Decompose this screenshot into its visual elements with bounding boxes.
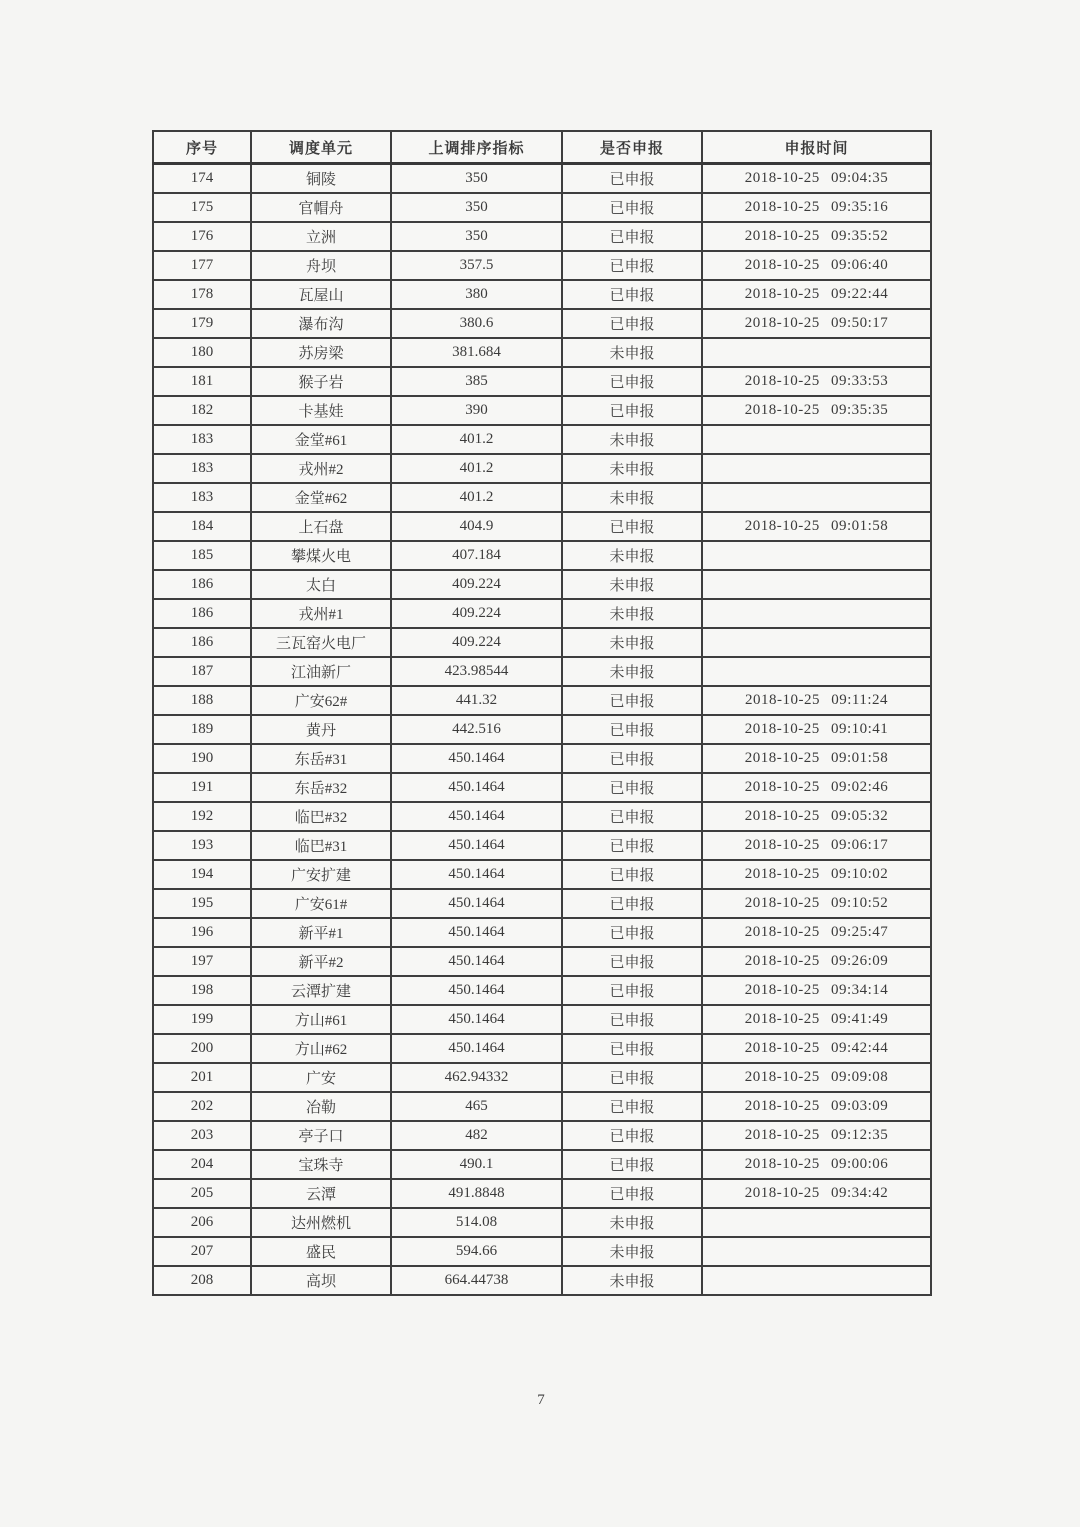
indicator-cell: 390: [391, 396, 562, 425]
time-cell: 2018-10-25 09:34:42: [702, 1179, 931, 1208]
table-row: [153, 1179, 931, 1208]
declaration-table: [152, 130, 932, 1296]
unit-cell: 广安: [251, 1063, 391, 1092]
serial-cell: 194: [153, 860, 251, 889]
table-row: [153, 1063, 931, 1092]
serial-cell: 177: [153, 251, 251, 280]
time-cell: 2018-10-25 09:35:52: [702, 222, 931, 251]
time-cell: 2018-10-25 09:50:17: [702, 309, 931, 338]
declared-cell: 已申报: [562, 164, 702, 194]
declared-cell: 已申报: [562, 947, 702, 976]
serial-cell: 182: [153, 396, 251, 425]
declared-cell: 已申报: [562, 686, 702, 715]
indicator-cell: 482: [391, 1121, 562, 1150]
time-cell: 2018-10-25 09:05:32: [702, 802, 931, 831]
serial-cell: 206: [153, 1208, 251, 1237]
table-row: [153, 976, 931, 1005]
declared-cell: 已申报: [562, 222, 702, 251]
declared-cell: 已申报: [562, 976, 702, 1005]
declared-cell: 已申报: [562, 1179, 702, 1208]
declared-cell: 已申报: [562, 280, 702, 309]
serial-cell: 179: [153, 309, 251, 338]
serial-cell: 186: [153, 628, 251, 657]
serial-cell: 198: [153, 976, 251, 1005]
serial-cell: 184: [153, 512, 251, 541]
time-cell: [702, 425, 931, 454]
time-cell: 2018-10-25 09:35:35: [702, 396, 931, 425]
indicator-cell: 462.94332: [391, 1063, 562, 1092]
serial-cell: 195: [153, 889, 251, 918]
time-cell: 2018-10-25 09:26:09: [702, 947, 931, 976]
unit-cell: 广安61#: [251, 889, 391, 918]
indicator-cell: 450.1464: [391, 831, 562, 860]
table-row: [153, 541, 931, 570]
unit-cell: 太白: [251, 570, 391, 599]
header-time: 申报时间: [702, 131, 931, 164]
declared-cell: 已申报: [562, 831, 702, 860]
indicator-cell: 450.1464: [391, 744, 562, 773]
indicator-cell: 450.1464: [391, 889, 562, 918]
unit-cell: 东岳#32: [251, 773, 391, 802]
table-row: [153, 1092, 931, 1121]
header-declared: 是否申报: [562, 131, 702, 164]
unit-cell: 三瓦窑火电厂: [251, 628, 391, 657]
indicator-cell: 401.2: [391, 483, 562, 512]
indicator-cell: 491.8848: [391, 1179, 562, 1208]
unit-cell: 亭子口: [251, 1121, 391, 1150]
time-cell: 2018-10-25 09:25:47: [702, 918, 931, 947]
table-row: [153, 860, 931, 889]
indicator-cell: 404.9: [391, 512, 562, 541]
indicator-cell: 490.1: [391, 1150, 562, 1179]
header-unit: 调度单元: [251, 131, 391, 164]
serial-cell: 197: [153, 947, 251, 976]
serial-cell: 201: [153, 1063, 251, 1092]
time-cell: 2018-10-25 09:10:41: [702, 715, 931, 744]
header-row: [153, 131, 931, 164]
serial-cell: 178: [153, 280, 251, 309]
declared-cell: 未申报: [562, 570, 702, 599]
indicator-cell: 594.66: [391, 1237, 562, 1266]
serial-cell: 174: [153, 164, 251, 194]
table-row: [153, 918, 931, 947]
time-cell: [702, 1266, 931, 1295]
indicator-cell: 465: [391, 1092, 562, 1121]
declared-cell: 未申报: [562, 657, 702, 686]
unit-cell: 云潭扩建: [251, 976, 391, 1005]
declared-cell: 已申报: [562, 889, 702, 918]
unit-cell: 宝珠寺: [251, 1150, 391, 1179]
serial-cell: 204: [153, 1150, 251, 1179]
declared-cell: 已申报: [562, 773, 702, 802]
indicator-cell: 380: [391, 280, 562, 309]
serial-cell: 203: [153, 1121, 251, 1150]
time-cell: [702, 541, 931, 570]
unit-cell: 方山#62: [251, 1034, 391, 1063]
declared-cell: 未申报: [562, 541, 702, 570]
unit-cell: 舟坝: [251, 251, 391, 280]
unit-cell: 金堂#61: [251, 425, 391, 454]
table-row: [153, 599, 931, 628]
time-cell: 2018-10-25 09:02:46: [702, 773, 931, 802]
indicator-cell: 450.1464: [391, 947, 562, 976]
table-row: [153, 657, 931, 686]
declared-cell: 已申报: [562, 744, 702, 773]
indicator-cell: 407.184: [391, 541, 562, 570]
indicator-cell: 450.1464: [391, 1034, 562, 1063]
declared-cell: 未申报: [562, 483, 702, 512]
indicator-cell: 450.1464: [391, 1005, 562, 1034]
unit-cell: 猴子岩: [251, 367, 391, 396]
indicator-cell: 423.98544: [391, 657, 562, 686]
indicator-cell: 450.1464: [391, 860, 562, 889]
table-row: [153, 251, 931, 280]
indicator-cell: 401.2: [391, 425, 562, 454]
table-row: [153, 628, 931, 657]
time-cell: 2018-10-25 09:12:35: [702, 1121, 931, 1150]
time-cell: 2018-10-25 09:10:52: [702, 889, 931, 918]
table-row: [153, 309, 931, 338]
serial-cell: 180: [153, 338, 251, 367]
declared-cell: 已申报: [562, 396, 702, 425]
table-row: [153, 831, 931, 860]
declared-cell: 已申报: [562, 715, 702, 744]
serial-cell: 186: [153, 570, 251, 599]
table-row: [153, 947, 931, 976]
serial-cell: 183: [153, 483, 251, 512]
declared-cell: 已申报: [562, 251, 702, 280]
table-header: [153, 131, 931, 164]
table-body: [153, 164, 931, 1296]
unit-cell: 戎州#1: [251, 599, 391, 628]
unit-cell: 达州燃机: [251, 1208, 391, 1237]
declared-cell: 已申报: [562, 918, 702, 947]
table-row: [153, 1005, 931, 1034]
serial-cell: 207: [153, 1237, 251, 1266]
declared-cell: 未申报: [562, 425, 702, 454]
serial-cell: 181: [153, 367, 251, 396]
declared-cell: 已申报: [562, 1005, 702, 1034]
declared-cell: 未申报: [562, 628, 702, 657]
table-row: [153, 744, 931, 773]
table-row: [153, 1150, 931, 1179]
table-row: [153, 193, 931, 222]
serial-cell: 196: [153, 918, 251, 947]
declared-cell: 未申报: [562, 1266, 702, 1295]
time-cell: 2018-10-25 09:10:02: [702, 860, 931, 889]
unit-cell: 卡基娃: [251, 396, 391, 425]
time-cell: 2018-10-25 09:00:06: [702, 1150, 931, 1179]
time-cell: [702, 338, 931, 367]
unit-cell: 方山#61: [251, 1005, 391, 1034]
serial-cell: 190: [153, 744, 251, 773]
indicator-cell: 350: [391, 193, 562, 222]
time-cell: 2018-10-25 09:11:24: [702, 686, 931, 715]
unit-cell: 黄丹: [251, 715, 391, 744]
declared-cell: 已申报: [562, 193, 702, 222]
table-row: [153, 570, 931, 599]
unit-cell: 苏房梁: [251, 338, 391, 367]
unit-cell: 冶勒: [251, 1092, 391, 1121]
serial-cell: 186: [153, 599, 251, 628]
indicator-cell: 350: [391, 164, 562, 194]
table-row: [153, 164, 931, 194]
header-serial: 序号: [153, 131, 251, 164]
unit-cell: 临巴#31: [251, 831, 391, 860]
time-cell: 2018-10-25 09:42:44: [702, 1034, 931, 1063]
declared-cell: 已申报: [562, 802, 702, 831]
time-cell: 2018-10-25 09:41:49: [702, 1005, 931, 1034]
unit-cell: 广安扩建: [251, 860, 391, 889]
time-cell: 2018-10-25 09:01:58: [702, 744, 931, 773]
table-row: [153, 802, 931, 831]
unit-cell: 上石盘: [251, 512, 391, 541]
table-row: [153, 425, 931, 454]
time-cell: [702, 628, 931, 657]
indicator-cell: 380.6: [391, 309, 562, 338]
table-row: [153, 1121, 931, 1150]
serial-cell: 199: [153, 1005, 251, 1034]
time-cell: [702, 1237, 931, 1266]
table-row: [153, 1266, 931, 1295]
time-cell: [702, 1208, 931, 1237]
declared-cell: 未申报: [562, 1208, 702, 1237]
serial-cell: 175: [153, 193, 251, 222]
indicator-cell: 357.5: [391, 251, 562, 280]
indicator-cell: 450.1464: [391, 976, 562, 1005]
indicator-cell: 441.32: [391, 686, 562, 715]
time-cell: [702, 599, 931, 628]
declared-cell: 已申报: [562, 512, 702, 541]
unit-cell: 立洲: [251, 222, 391, 251]
page-number: 7: [537, 1392, 545, 1408]
serial-cell: 183: [153, 425, 251, 454]
table-row: [153, 280, 931, 309]
declared-cell: 已申报: [562, 1034, 702, 1063]
unit-cell: 江油新厂: [251, 657, 391, 686]
time-cell: 2018-10-25 09:04:35: [702, 164, 931, 194]
time-cell: 2018-10-25 09:22:44: [702, 280, 931, 309]
serial-cell: 176: [153, 222, 251, 251]
serial-cell: 183: [153, 454, 251, 483]
serial-cell: 192: [153, 802, 251, 831]
serial-cell: 200: [153, 1034, 251, 1063]
table-row: [153, 454, 931, 483]
indicator-cell: 409.224: [391, 628, 562, 657]
time-cell: [702, 483, 931, 512]
serial-cell: 208: [153, 1266, 251, 1295]
indicator-cell: 450.1464: [391, 918, 562, 947]
serial-cell: 185: [153, 541, 251, 570]
time-cell: 2018-10-25 09:33:53: [702, 367, 931, 396]
time-cell: 2018-10-25 09:01:58: [702, 512, 931, 541]
time-cell: 2018-10-25 09:09:08: [702, 1063, 931, 1092]
declared-cell: 未申报: [562, 599, 702, 628]
indicator-cell: 409.224: [391, 570, 562, 599]
table-row: [153, 367, 931, 396]
declared-cell: 已申报: [562, 1150, 702, 1179]
table-row: [153, 338, 931, 367]
unit-cell: 云潭: [251, 1179, 391, 1208]
indicator-cell: 409.224: [391, 599, 562, 628]
table-row: [153, 222, 931, 251]
indicator-cell: 450.1464: [391, 773, 562, 802]
time-cell: 2018-10-25 09:06:40: [702, 251, 931, 280]
unit-cell: 官帽舟: [251, 193, 391, 222]
indicator-cell: 401.2: [391, 454, 562, 483]
indicator-cell: 664.44738: [391, 1266, 562, 1295]
header-indicator: 上调排序指标: [391, 131, 562, 164]
table-row: [153, 1034, 931, 1063]
unit-cell: 新平#2: [251, 947, 391, 976]
declared-cell: 已申报: [562, 1092, 702, 1121]
time-cell: 2018-10-25 09:34:14: [702, 976, 931, 1005]
declared-cell: 未申报: [562, 454, 702, 483]
time-cell: 2018-10-25 09:06:17: [702, 831, 931, 860]
serial-cell: 188: [153, 686, 251, 715]
table-row: [153, 686, 931, 715]
indicator-cell: 442.516: [391, 715, 562, 744]
declared-cell: 已申报: [562, 309, 702, 338]
table-row: [153, 1237, 931, 1266]
unit-cell: 瓦屋山: [251, 280, 391, 309]
unit-cell: 高坝: [251, 1266, 391, 1295]
time-cell: 2018-10-25 09:03:09: [702, 1092, 931, 1121]
serial-cell: 205: [153, 1179, 251, 1208]
unit-cell: 戎州#2: [251, 454, 391, 483]
unit-cell: 临巴#32: [251, 802, 391, 831]
time-cell: [702, 454, 931, 483]
table-row: [153, 396, 931, 425]
unit-cell: 瀑布沟: [251, 309, 391, 338]
declared-cell: 未申报: [562, 1237, 702, 1266]
unit-cell: 攀煤火电: [251, 541, 391, 570]
table-row: [153, 773, 931, 802]
indicator-cell: 514.08: [391, 1208, 562, 1237]
table-row: [153, 483, 931, 512]
unit-cell: 新平#1: [251, 918, 391, 947]
indicator-cell: 385: [391, 367, 562, 396]
declared-cell: 已申报: [562, 860, 702, 889]
unit-cell: 广安62#: [251, 686, 391, 715]
declared-cell: 未申报: [562, 338, 702, 367]
unit-cell: 盛民: [251, 1237, 391, 1266]
indicator-cell: 350: [391, 222, 562, 251]
serial-cell: 187: [153, 657, 251, 686]
time-cell: 2018-10-25 09:35:16: [702, 193, 931, 222]
serial-cell: 193: [153, 831, 251, 860]
serial-cell: 191: [153, 773, 251, 802]
indicator-cell: 381.684: [391, 338, 562, 367]
declared-cell: 已申报: [562, 1121, 702, 1150]
table-row: [153, 889, 931, 918]
declared-cell: 已申报: [562, 367, 702, 396]
serial-cell: 189: [153, 715, 251, 744]
time-cell: [702, 657, 931, 686]
indicator-cell: 450.1464: [391, 802, 562, 831]
unit-cell: 铜陵: [251, 164, 391, 194]
unit-cell: 金堂#62: [251, 483, 391, 512]
declared-cell: 已申报: [562, 1063, 702, 1092]
table-row: [153, 512, 931, 541]
time-cell: [702, 570, 931, 599]
table-row: [153, 1208, 931, 1237]
table-row: [153, 715, 931, 744]
serial-cell: 202: [153, 1092, 251, 1121]
unit-cell: 东岳#31: [251, 744, 391, 773]
